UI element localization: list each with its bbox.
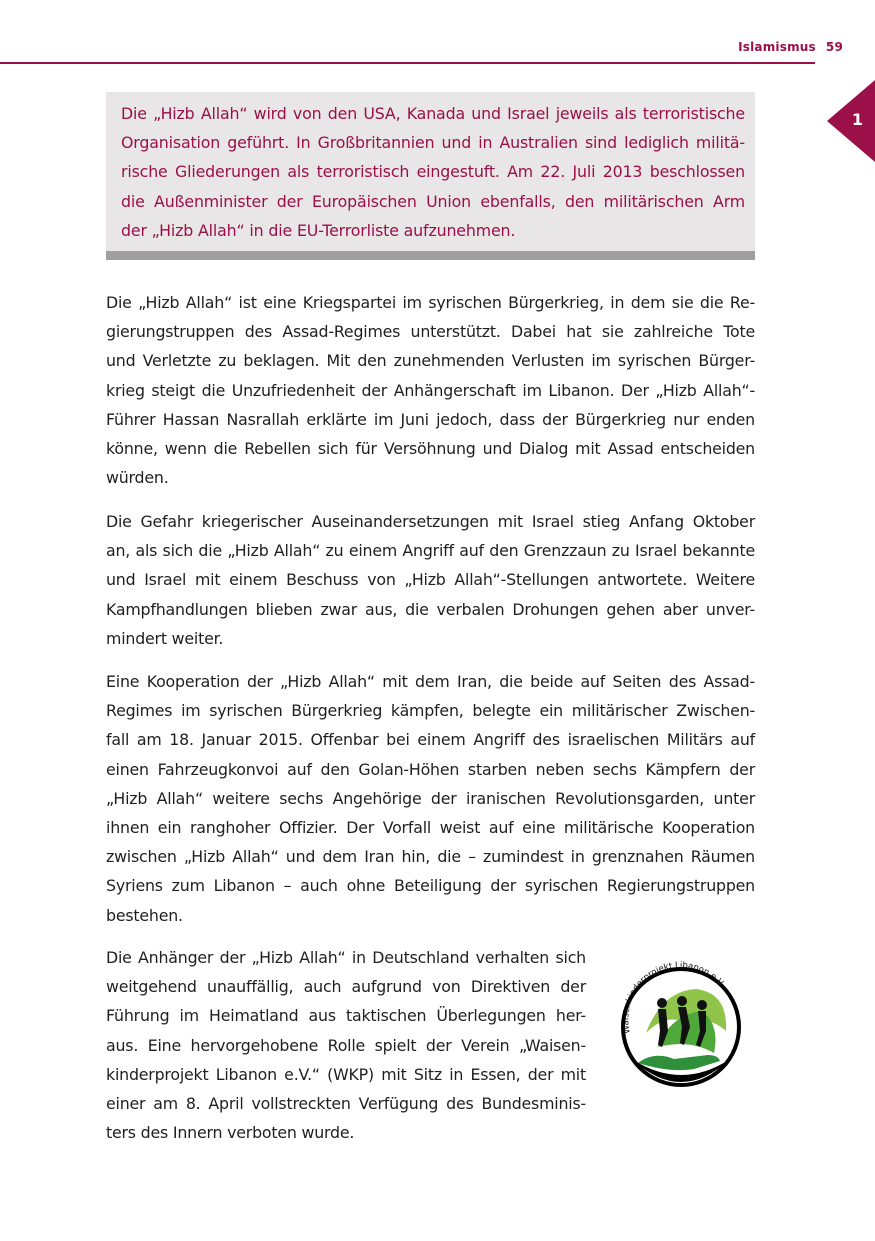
info-box-text: [121, 99, 745, 245]
text-line: „Hizb Allah“ weitere sechs Angehörige der iranischen Revolutionsgarden, unter: [106, 788, 755, 808]
text-line: fall am 18. Januar 2015. Offenbar bei einem Angriff des israelischen Militärs auf: [106, 730, 755, 750]
text-line: ihnen ein ranghoher Offizier. Der Vorfall weist auf eine militärische Kooperation: [106, 818, 755, 838]
text-line: und Verletzte zu beklagen. Mit den zunehmenden Verlusten im syrischen Bürger-: [106, 351, 755, 371]
paragraph: [106, 943, 586, 1147]
text-line: zwischen „Hizb Allah“ und dem Iran hin, die – zumindest in grenznahen Räumen: [106, 847, 755, 867]
text-line: krieg steigt die Unzufriedenheit der Anhängerschaft im Libanon. Der „Hizb Allah“-: [106, 380, 755, 400]
text-line: an, als sich die „Hizb Allah“ zu einem Angriff auf den Grenzzaun zu Israel bekannte: [106, 541, 755, 561]
logo-ring-text: Waisenkinderprojekt Libanon e.V.: [621, 960, 727, 1035]
text-line: Die Gefahr kriegerischer Auseinandersetzungen mit Israel stieg Anfang Oktober: [106, 512, 755, 531]
text-line: bestehen.: [106, 905, 183, 925]
text-line: aus. Eine hervorgehobene Rolle spielt der Verein „Waisen-: [106, 1035, 586, 1055]
info-line: rische Gliederungen als terroristisch eingestuft. Am 22. Juli 2013 beschlossen: [121, 162, 745, 182]
text-line: Die „Hizb Allah“ ist eine Kriegspartei im syrischen Bürgerkrieg, in dem sie die Re-: [106, 293, 755, 312]
info-line: die Außenminister der Europäischen Union ebenfalls, den militärischen Arm: [121, 191, 745, 211]
paragraph: [106, 667, 755, 930]
paragraph: [106, 507, 755, 653]
text-line: Die Anhänger der „Hizb Allah“ in Deutschland verhalten sich: [106, 948, 586, 967]
info-line: der „Hizb Allah“ in die EU-Terrorliste aufzunehmen.: [121, 220, 516, 240]
header-rule: [0, 62, 815, 64]
text-line: weitgehend unauffällig, auch aufgrund von Direktiven der: [106, 977, 586, 997]
text-line: gierungstruppen des Assad-Regimes unterstützt. Dabei hat sie zahlreiche Tote: [106, 322, 755, 342]
info-box: [106, 92, 755, 260]
text-line: Führung im Heimatland aus taktischen Überlegungen her-: [106, 1006, 586, 1026]
text-line: kinderprojekt Libanon e.V.“ (WKP) mit Sitz in Essen, der mit: [106, 1064, 586, 1084]
text-line: und Israel mit einem Beschuss von „Hizb Allah“-Stellungen antwortete. Weitere: [106, 570, 755, 590]
info-line: Die „Hizb Allah“ wird von den USA, Kanada und Israel jeweils als terroristische: [121, 104, 745, 123]
text-line: ters des Innern verboten wurde.: [106, 1123, 355, 1143]
chapter-number: 1: [851, 110, 863, 129]
wkp-logo-icon: [610, 955, 752, 1095]
text-line: einer am 8. April vollstreckten Verfügung des Bundesminis-: [106, 1094, 586, 1114]
chapter-tab: [827, 80, 875, 162]
page-header: [738, 40, 843, 54]
text-line: Regimes im syrischen Bürgerkrieg kämpfen, belegte ein militärischer Zwischen-: [106, 701, 755, 721]
info-line: Organisation geführt. In Großbritannien und in Australien sind lediglich militä-: [121, 133, 745, 153]
page-number: 59: [825, 40, 843, 54]
text-line: Kampfhandlungen blieben zwar aus, die verbalen Drohungen gehen aber unver-: [106, 599, 755, 619]
section-title: Islamismus: [738, 40, 816, 54]
text-line: Syriens zum Libanon – auch ohne Beteiligung der syrischen Regierungstruppen: [106, 876, 755, 896]
text-line: Führer Hassan Nasrallah erklärte im Juni jedoch, dass der Bürgerkrieg nur enden: [106, 409, 755, 429]
info-box-bar: [106, 251, 755, 260]
text-line: könne, wenn die Rebellen sich für Versöhnung und Dialog mit Assad entscheiden: [106, 439, 755, 459]
paragraph: [106, 288, 755, 492]
text-line: Eine Kooperation der „Hizb Allah“ mit dem Iran, die beide auf Seiten des Assad-: [106, 672, 755, 691]
text-line: mindert weiter.: [106, 628, 224, 648]
text-line: würden.: [106, 468, 169, 488]
text-line: einen Fahrzeugkonvoi auf den Golan-Höhen starben neben sechs Kämpfern der: [106, 759, 755, 779]
